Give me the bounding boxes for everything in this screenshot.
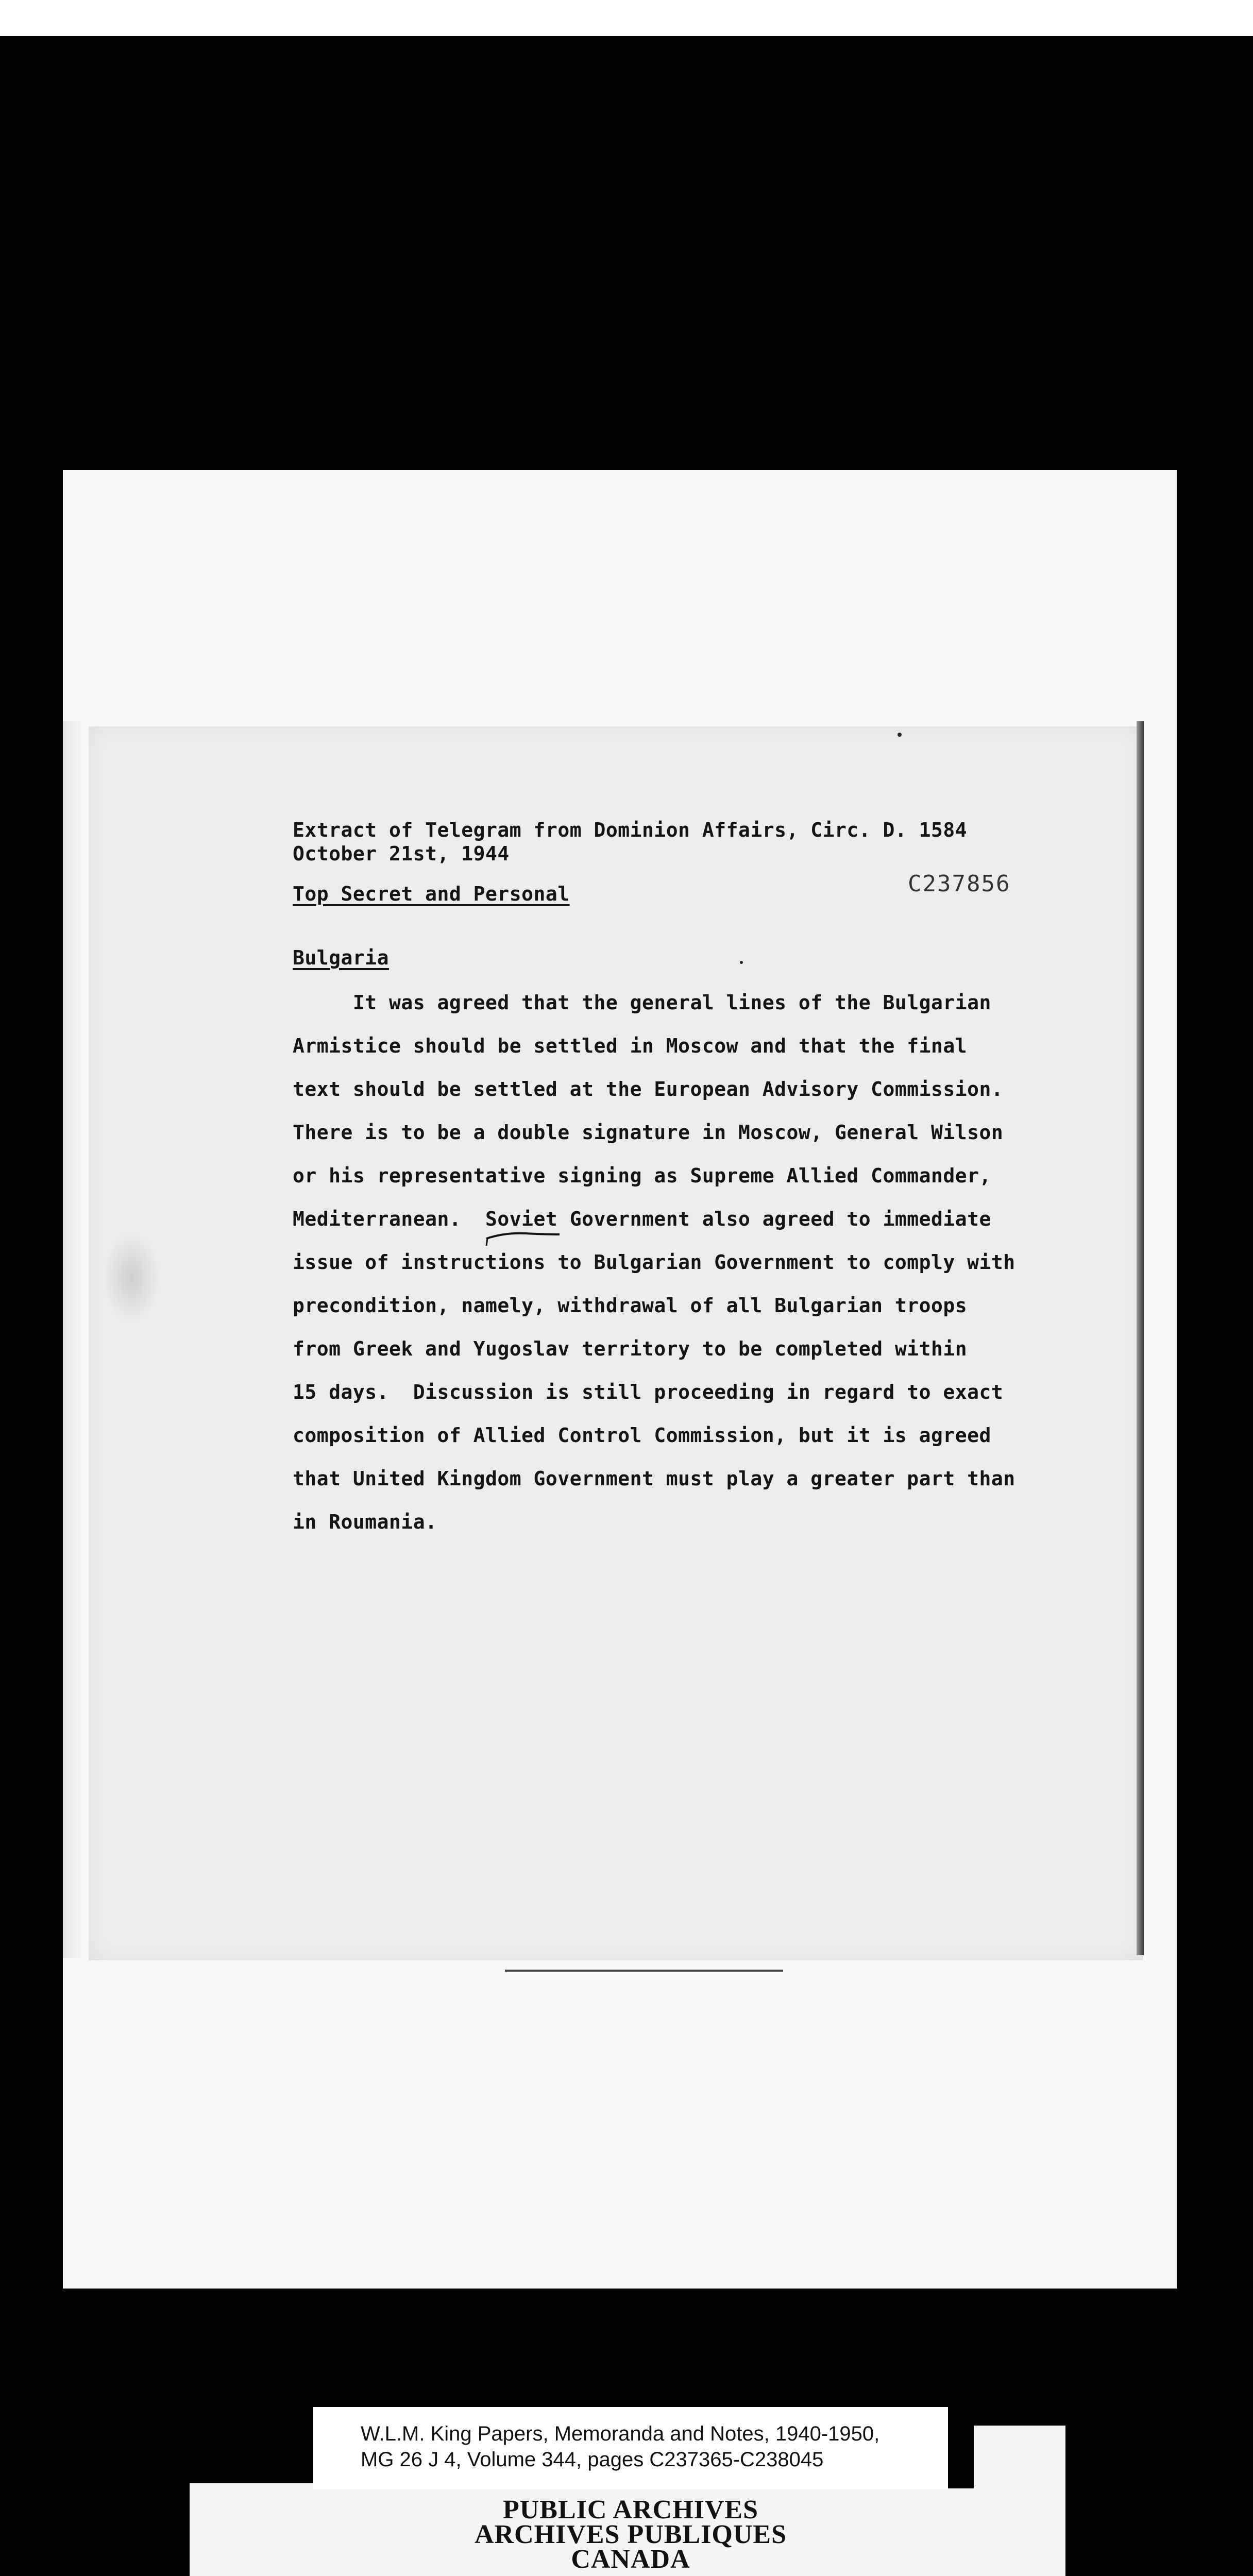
body-line: 15 days. Discussion is still proceeding in regard to exact xyxy=(293,1381,1004,1403)
footer-notch xyxy=(948,2406,974,2488)
body-line: Armistice should be settled in Moscow and that the final xyxy=(293,1035,968,1057)
paper-speck xyxy=(740,961,743,964)
body-line: from Greek and Yugoslav territory to be completed within xyxy=(293,1337,968,1360)
archive-name-french: ARCHIVES PUBLIQUES xyxy=(474,2520,787,2549)
archive-name-english: PUBLIC ARCHIVES xyxy=(502,2495,759,2524)
footer-notch xyxy=(190,2406,313,2483)
telegram-header-date: October 21st, 1944 xyxy=(293,842,510,865)
body-line: precondition, namely, withdrawal of all Bulgarian troops xyxy=(293,1294,968,1317)
page-right-edge xyxy=(1137,721,1144,1955)
body-line: There is to be a double signature in Moscow, General Wilson xyxy=(293,1121,1004,1144)
paper-stain xyxy=(103,1231,160,1324)
body-line: Mediterranean. Soviet Government also agreed to immediate xyxy=(293,1208,991,1230)
body-line: issue of instructions to Bulgarian Government to comply with xyxy=(293,1251,1015,1274)
archive-country: CANADA xyxy=(571,2545,690,2574)
body-line: in Roumania. xyxy=(293,1511,437,1533)
body-line: composition of Allied Control Commission, but it is agreed xyxy=(293,1424,991,1447)
handwritten-underline-mark xyxy=(484,1227,562,1248)
telegram-header-line1: Extract of Telegram from Dominion Affairs, Circ. D. 1584 xyxy=(293,819,968,841)
body-line: that United Kingdom Government must play a greater part than xyxy=(293,1467,1015,1490)
body-line: It was agreed that the general lines of the Bulgarian xyxy=(293,991,991,1014)
horizontal-rule xyxy=(505,1970,783,1972)
collection-citation-line2: MG 26 J 4, Volume 344, pages C237365-C238045 xyxy=(361,2448,824,2471)
body-line: or his representative signing as Supreme Allied Commander, xyxy=(293,1164,991,1187)
section-title: Bulgaria xyxy=(293,946,390,969)
paper-edge-shadow xyxy=(63,721,83,1958)
reference-stamp-number: C237856 xyxy=(908,871,1011,897)
body-line: text should be settled at the European Advisory Commission. xyxy=(293,1078,1004,1100)
paper-speck xyxy=(898,733,902,737)
classification-label: Top Secret and Personal xyxy=(293,883,570,905)
collection-citation-line1: W.L.M. King Papers, Memoranda and Notes, 1940-1950, xyxy=(361,2422,880,2445)
